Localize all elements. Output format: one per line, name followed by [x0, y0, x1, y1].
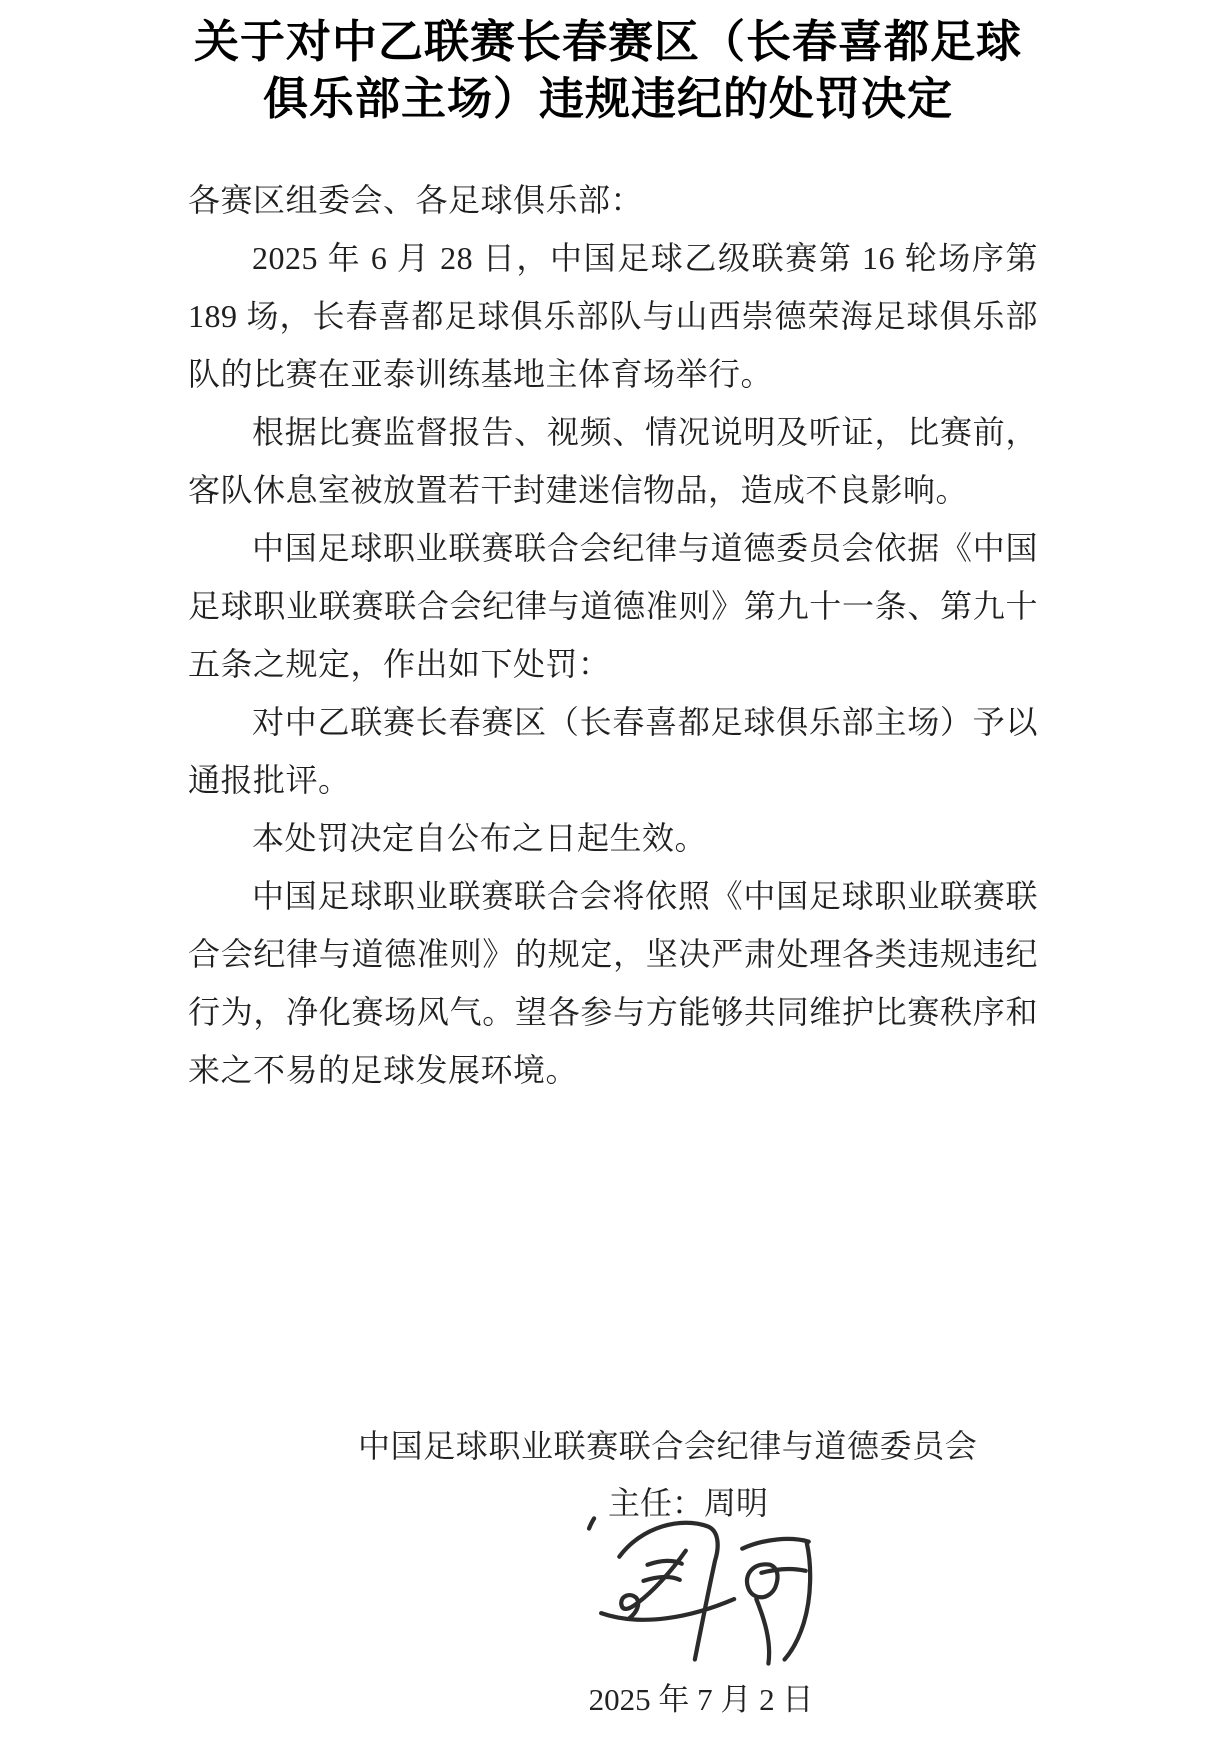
title-line-2: 俱乐部主场）违规违纪的处罚决定 — [262, 74, 953, 124]
paragraph: 中国足球职业联赛联合会纪律与道德委员会依据《中国足球职业联赛联合会纪律与道德准则》第九十一条、第九十五条之规定，作出如下处罚： — [188, 530, 1038, 682]
handwritten-signature-zhou-ming — [583, 1512, 845, 1674]
signoff-organization: 中国足球职业联赛联合会纪律与道德委员会 — [358, 1428, 978, 1464]
paragraph: 2025 年 6 月 28 日，中国足球乙级联赛第 16 轮场序第 189 场，长春喜都足球俱乐部队与山西崇德荣海足球俱乐部队的比赛在亚泰训练基地主体育场举行。 — [188, 240, 1038, 392]
title-line-1: 关于对中乙联赛长春赛区（长春喜都足球 — [193, 17, 1022, 67]
paragraph: 对中乙联赛长春赛区（长春喜都足球俱乐部主场）予以通报批评。 — [188, 704, 1038, 798]
document-title — [0, 14, 1216, 128]
document-body — [188, 171, 1038, 1099]
signoff-signer-title: 主任：周明 — [608, 1485, 769, 1521]
paragraph: 本处罚决定自公布之日起生效。 — [252, 820, 708, 856]
paragraph-list — [188, 229, 1038, 1099]
paragraph: 中国足球职业联赛联合会将依照《中国足球职业联赛联合会纪律与道德准则》的规定，坚决严肃处理各类违规违纪行为，净化赛场风气。望各参与方能够共同维护比赛秩序和来之不易的足球发展环境。 — [188, 878, 1038, 1088]
paragraph: 根据比赛监督报告、视频、情况说明及听证，比赛前，客队休息室被放置若干封建迷信物品，造成不良影响。 — [188, 414, 1038, 508]
signoff-date: 2025 年 7 月 2 日 — [588, 1682, 814, 1717]
salutation-line: 各赛区组委会、各足球俱乐部： — [188, 182, 644, 218]
